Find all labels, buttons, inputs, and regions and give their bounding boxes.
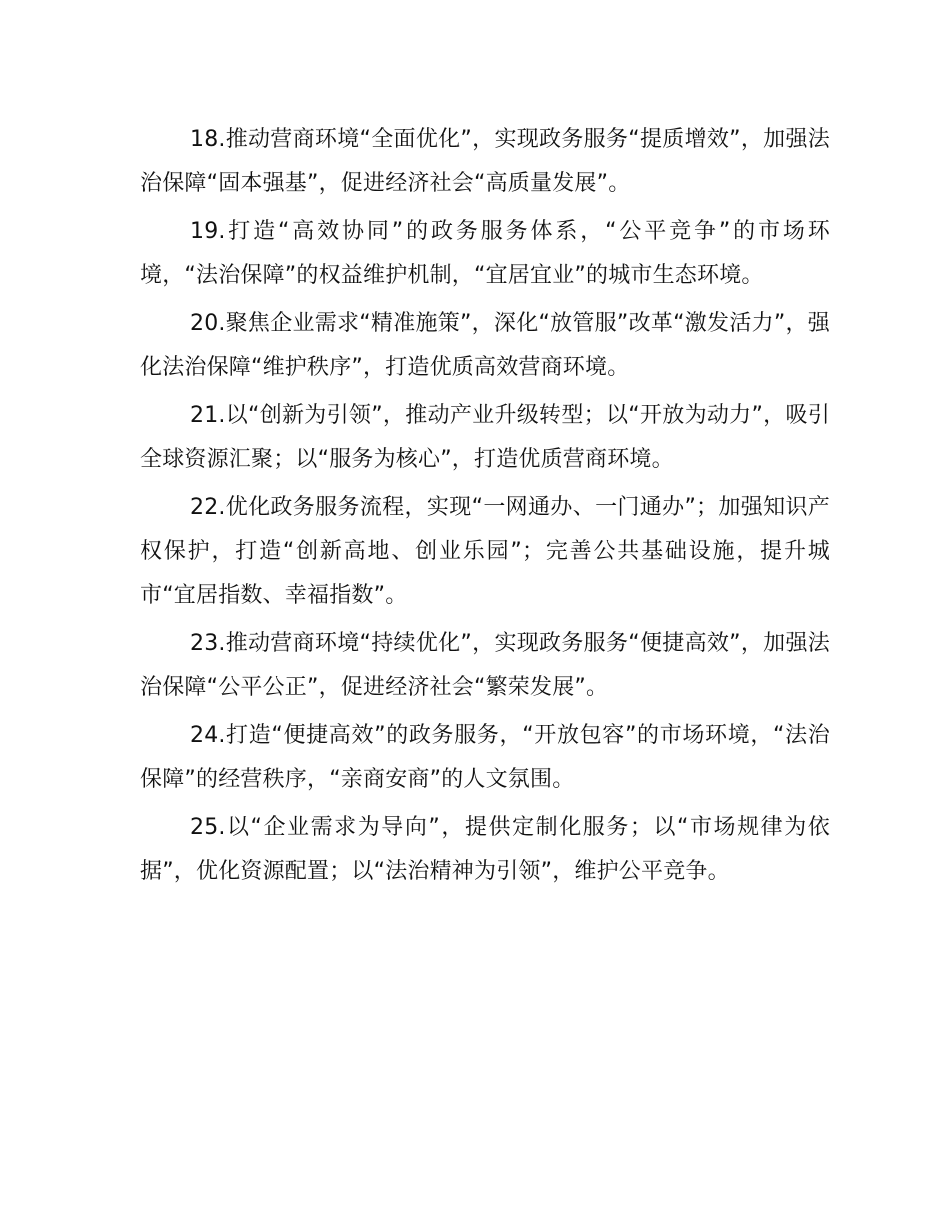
paragraph-19: 19.打造“高效协同”的政务服务体系，“公平竞争”的市场环境，“法治保障”的权益维护机制，“宜居宜业”的城市生态环境。	[140, 219, 830, 288]
paragraph-23: 23.推动营商环境“持续优化”，实现政务服务“便捷高效”，加强法治保障“公平公正”，促进经济社会“繁荣发展”。	[140, 631, 830, 700]
paragraph-20: 20.聚焦企业需求“精准施策”，深化“放管服”改革“激发活力”，强化法治保障“维护秩序”，打造优质高效营商环境。	[140, 311, 830, 380]
paragraph-21: 21.以“创新为引领”，推动产业升级转型；以“开放为动力”，吸引全球资源汇聚；以“服务为核心”，打造优质营商环境。	[140, 403, 830, 472]
paragraph-18: 18.推动营商环境“全面优化”，实现政务服务“提质增效”，加强法治保障“固本强基”，促进经济社会“高质量发展”。	[140, 127, 830, 196]
paragraph-22: 22.优化政务服务流程，实现“一网通办、一门通办”；加强知识产权保护，打造“创新高地、创业乐园”；完善公共基础设施，提升城市“宜居指数、幸福指数”。	[140, 495, 830, 608]
document-body	[140, 118, 830, 898]
paragraph-25: 25.以“企业需求为导向”，提供定制化服务；以“市场规律为依据”，优化资源配置；以“法治精神为引领”，维护公平竞争。	[140, 815, 830, 884]
paragraph-24: 24.打造“便捷高效”的政务服务，“开放包容”的市场环境，“法治保障”的经营秩序，“亲商安商”的人文氛围。	[140, 723, 830, 792]
